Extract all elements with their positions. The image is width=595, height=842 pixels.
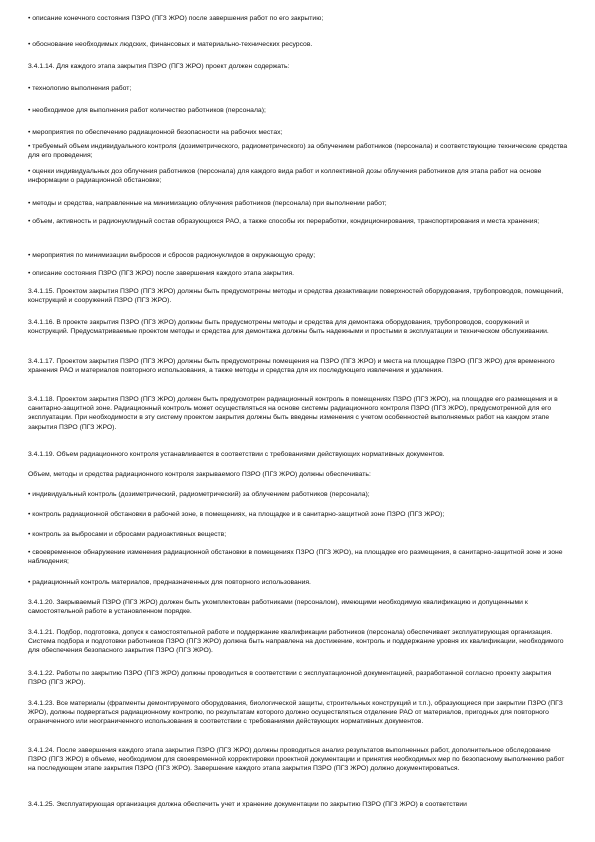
clause-3-4-1-20: 3.4.1.20. Закрываемый ПЗРО (ПГЗ ЖРО) должен быть укомплектован работниками (персоналом), имеющими необходимую квалификацию и допущенными к самостоятельной работе в установленном порядке. bbox=[28, 599, 528, 616]
clause-3-4-1-21: 3.4.1.21. Подбор, подготовка, допуск к самостоятельной работе и поддержание квалификации работников (персонала) обеспечивает эксплуатирующая организация. Система подбора и подготовки работников ПЗРО (ПГЗ ЖРО) должна быть направлена на достижение, контроль и поддержание уровня их квалификации, необходимого для обеспечения безопасного закрытия ПЗРО (ПГЗ ЖРО). bbox=[28, 629, 564, 655]
bullet-final-state: • описание конечного состояния ПЗРО (ПГЗ ЖРО) после завершения работ по его закрытию; bbox=[28, 15, 324, 22]
bullet-radiation-safety: • мероприятия по обеспечению радиационной безопасности на рабочих местах; bbox=[28, 129, 283, 136]
bullet-timely-detection: • своевременное обнаружение изменения радиационной обстановки в помещениях ПЗРО (ПГЗ ЖРО), на площадке его размещения, в санитарно-защитной зоне и зоне наблюдения; bbox=[28, 549, 563, 566]
clause-3-4-1-15: 3.4.1.15. Проектом закрытия ПЗРО (ПГЗ ЖРО) должны быть предусмотрены методы и средства дезактивации поверхностей оборудования, трубопроводов, помещений, конструкций и сооружений ПЗРО (ПГЗ ЖРО). bbox=[28, 288, 564, 305]
bullet-workplace-control: • контроль радиационной обстановки в рабочей зоне, в помещениях, на площадке и в санитарно-защитной зоне ПЗРО (ПГЗ ЖРО); bbox=[28, 511, 445, 518]
control-scope-intro: Объем, методы и средства радиационного контроля закрываемого ПЗРО (ПГЗ ЖРО) должны обеспечивать: bbox=[28, 471, 371, 478]
clause-3-4-1-22: 3.4.1.22. Работы по закрытию ПЗРО (ПГЗ ЖРО) должны проводиться в соответствии с эксплуатационной документацией, разработанной согласно проекту закрытия ПЗРО (ПГЗ ЖРО). bbox=[28, 670, 552, 687]
clause-3-4-1-17: 3.4.1.17. Проектом закрытия ПЗРО (ПГЗ ЖРО) должны быть предусмотрены помещения на ПЗРО (ПГЗ ЖРО) и места на площадке ПЗРО (ПГЗ ЖРО) для временного хранения РАО и материалов повторного использования, а также методы и средства для их последующего извлечения и удаления. bbox=[28, 358, 555, 375]
clause-3-4-1-23: 3.4.1.23. Все материалы (фрагменты демонтируемого оборудования, биологической защиты, строительных конструкций и т.п.), образующиеся при закрытии ПЗРО (ПГЗ ЖРО), должны подвергаться радиационному контролю, по результатам которого должно осуществляться отделение РАО от материалов, пригодных для повторного ограниченного или неограниченного использования в соответствии с требованиями действующих нормативных документов. bbox=[28, 700, 563, 726]
bullet-staff-count: • необходимое для выполнения работ количество работников (персонала); bbox=[28, 107, 266, 114]
bullet-materials-control: • радиационный контроль материалов, предназначенных для повторного использования. bbox=[28, 579, 311, 586]
clause-3-4-1-25: 3.4.1.25. Эксплуатирующая организация должна обеспечить учет и хранение документации по закрытию ПЗРО (ПГЗ ЖРО) в соответствии bbox=[28, 801, 467, 808]
clause-3-4-1-16: 3.4.1.16. В проекте закрытия ПЗРО (ПГЗ ЖРО) должны быть предусмотрены методы и средства для демонтажа оборудования, трубопроводов, сооружений и конструкций. Предусматриваемые проектом методы и средства для демонтажа должны быть надежными и простыми в эксплуатации и техническом обслуживании. bbox=[28, 319, 549, 336]
clause-3-4-1-14: 3.4.1.14. Для каждого этапа закрытия ПЗРО (ПГЗ ЖРО) проект должен содержать: bbox=[28, 63, 290, 70]
clause-3-4-1-19: 3.4.1.19. Объем радиационного контроля устанавливается в соответствии с требованиями действующих нормативных документов. bbox=[28, 451, 445, 458]
bullet-individual-control: • требуемый объем индивидуального контроля (дозиметрического, радиометрического) за облучением работников (персонала) и соответствующие технические средства для его проведения; bbox=[28, 143, 568, 160]
bullet-technology: • технологию выполнения работ; bbox=[28, 85, 132, 92]
bullet-rao-volume: • объем, активность и радионуклидный состав образующихся РАО, а также способы их переработки, кондиционирования, транспортирования и места хранения; bbox=[28, 218, 540, 225]
bullet-stage-state: • описание состояния ПЗРО (ПГЗ ЖРО) после завершения каждого этапа закрытия. bbox=[28, 270, 295, 277]
bullet-resources: • обоснование необходимых людских, финансовых и материально-технических ресурсов. bbox=[28, 41, 313, 48]
bullet-minimize-emissions: • мероприятия по минимизации выбросов и сбросов радионуклидов в окружающую среду; bbox=[28, 252, 316, 259]
clause-3-4-1-18: 3.4.1.18. Проектом закрытия ПЗРО (ПГЗ ЖРО) должен быть предусмотрен радиационный контроль в помещениях ПЗРО (ПГЗ ЖРО), на площадке его размещения и в санитарно-защитной зоне. Радиационный контроль может осуществляться на основе системы радиационного контроля ПЗРО (ПГЗ ЖРО), предусмотренной для его эксплуатации. При необходимости в эту систему проектом закрытия должны быть введены изменения с учетом особенностей выполняемых работ на каждом этапе закрытия ПЗРО (ПГЗ ЖРО). bbox=[28, 396, 558, 431]
bullet-dose-estimates: • оценки индивидуальных доз облучения работников (персонала) для каждого вида работ и коллективной дозы облучения работников для этапа работ на основе информации о радиационной обстановке; bbox=[28, 168, 542, 185]
bullet-individual-monitoring: • индивидуальный контроль (дозиметрический, радиометрический) за облучением работников (персонала); bbox=[28, 491, 370, 498]
clause-3-4-1-24: 3.4.1.24. После завершения каждого этапа закрытия ПЗРО (ПГЗ ЖРО) должны проводиться анализ результатов выполненных работ, дополнительное обследование ПЗРО (ПГЗ ЖРО) в объеме, необходимом для своевременной корректировки проектной документации и принятия необходимых мер по безопасному выполнению работ на последующем этапе закрытия ПЗРО (ПГЗ ЖРО). Завершение каждого этапа закрытия ПЗРО (ПГЗ ЖРО) должно документироваться. bbox=[28, 747, 565, 773]
bullet-minimize-exposure: • методы и средства, направленные на минимизацию облучения работников (персонала) при выполнении работ; bbox=[28, 200, 387, 207]
bullet-emissions-control: • контроль за выбросами и сбросами радиоактивных веществ; bbox=[28, 531, 227, 538]
